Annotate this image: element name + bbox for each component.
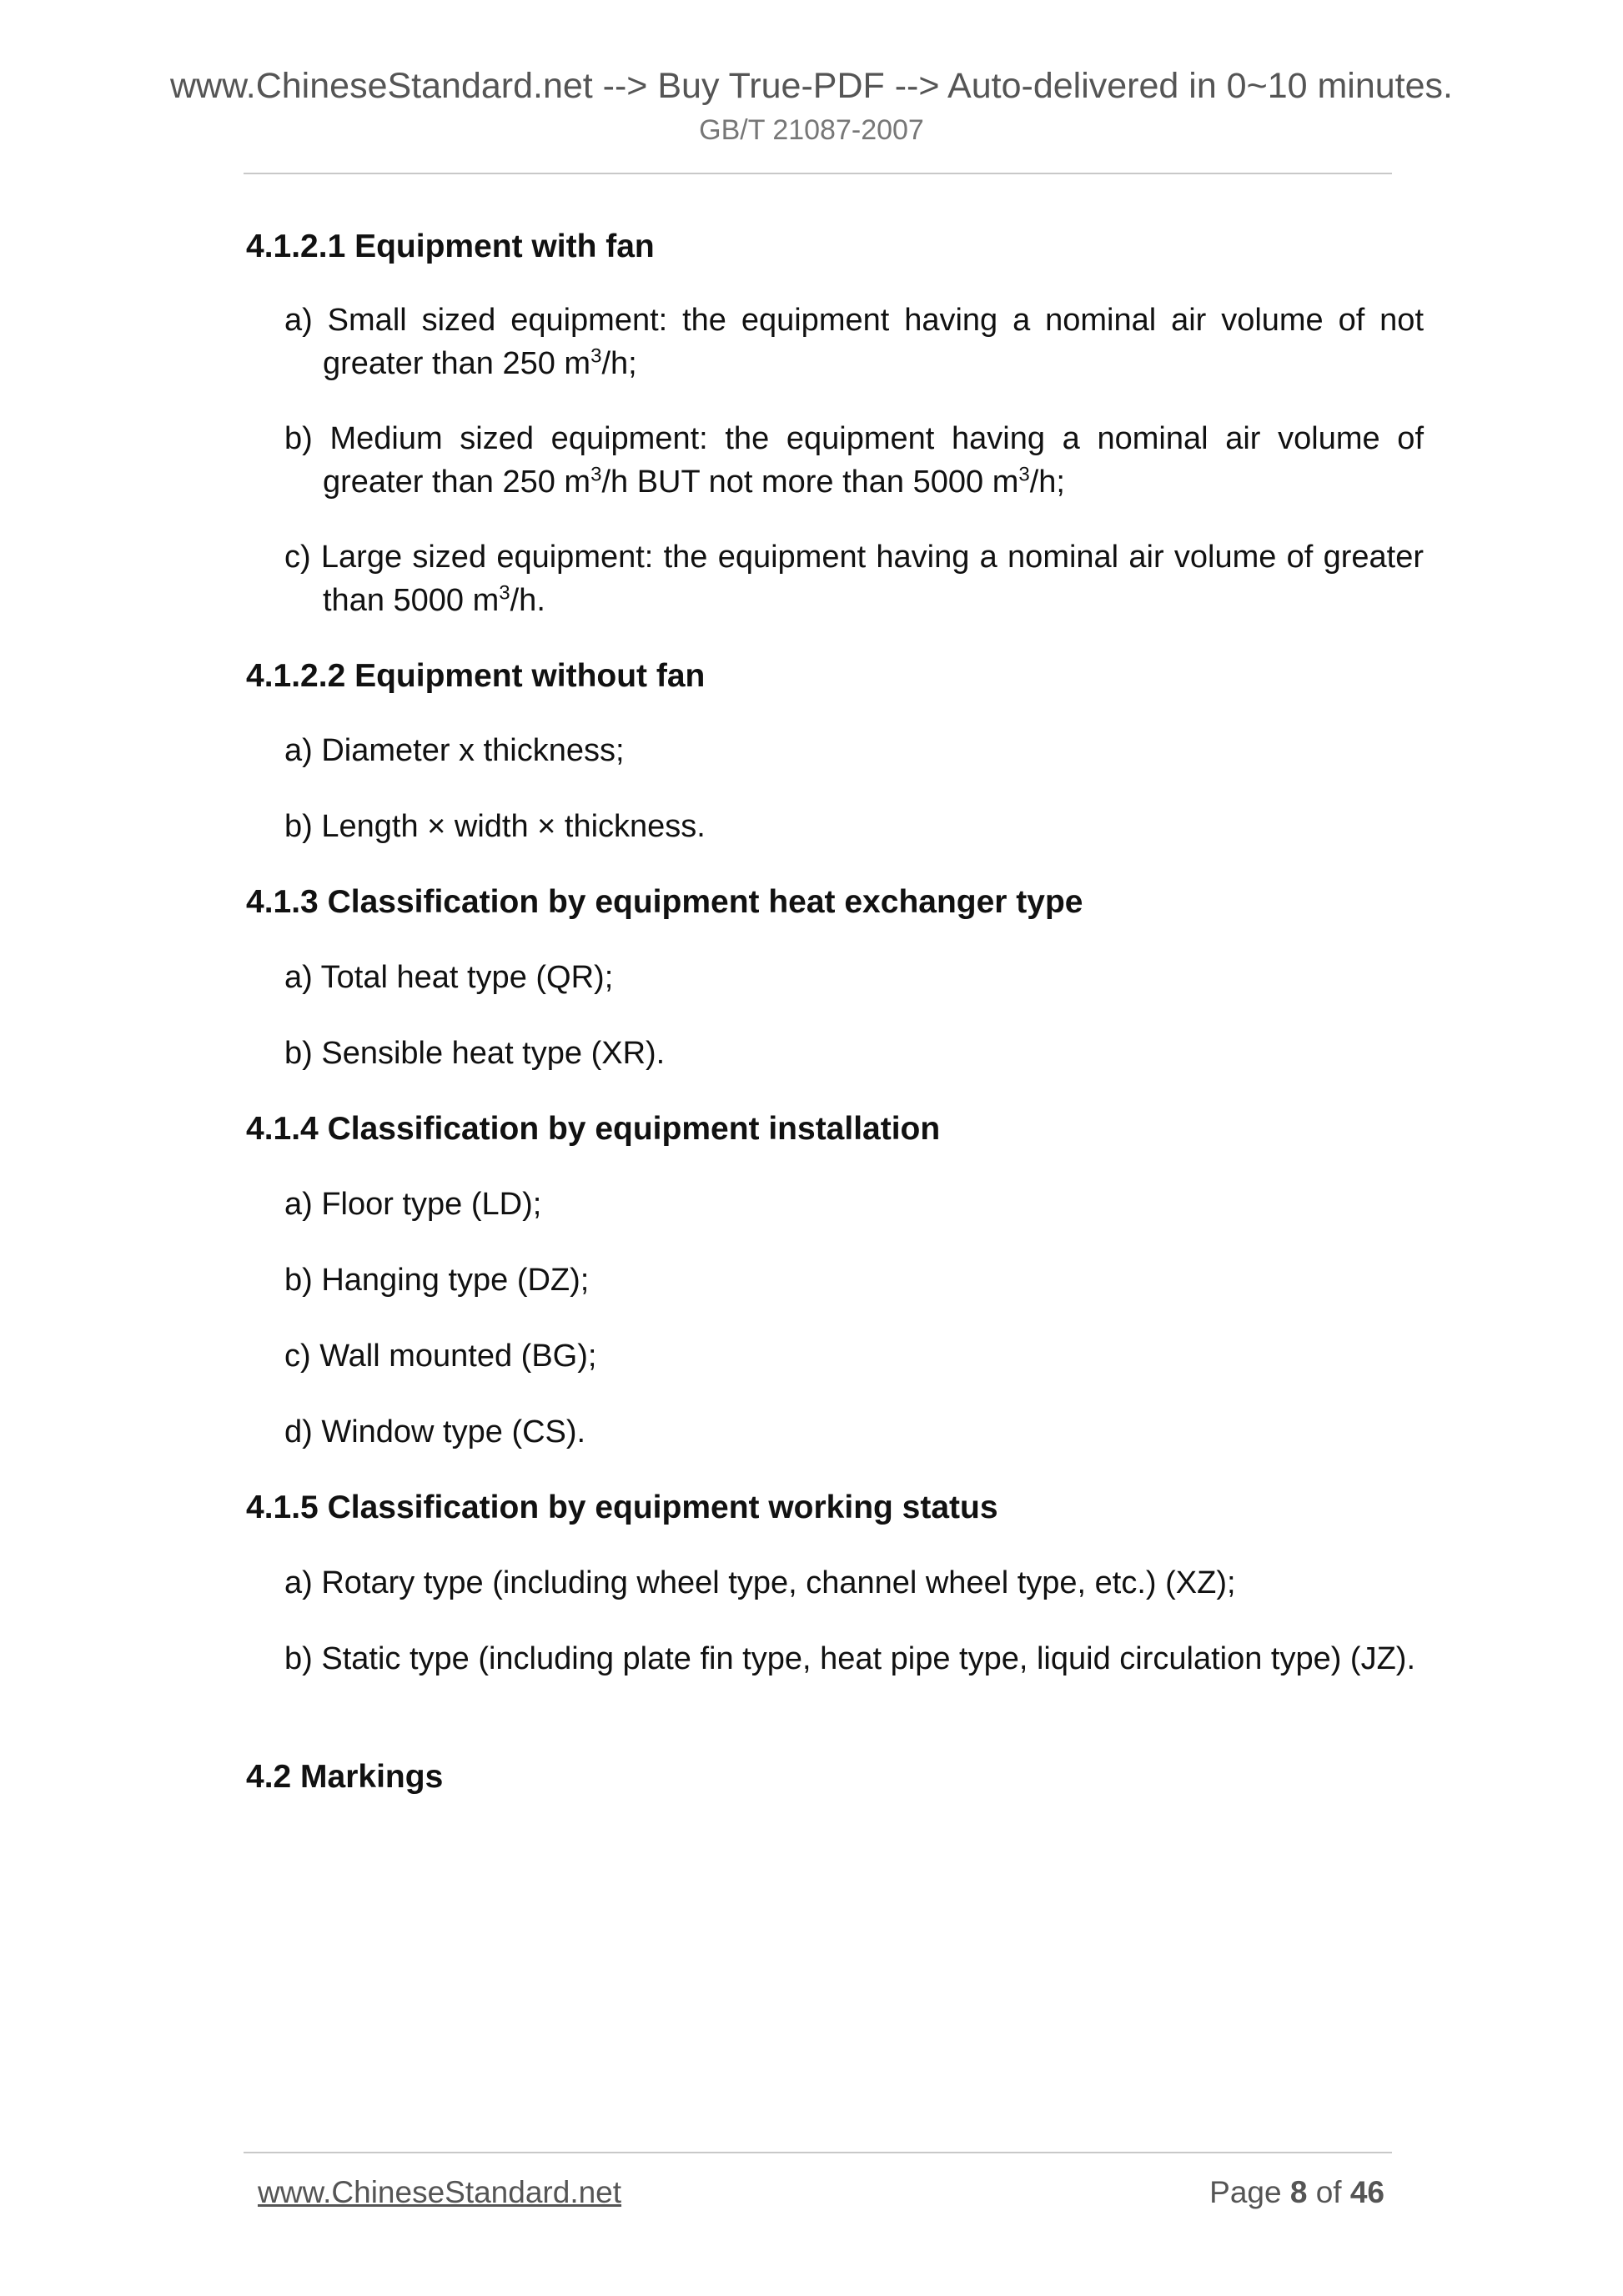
standard-code: GB/T 21087-2007 [699,114,924,146]
footer-divider [244,2152,1392,2153]
list-item-static-type: b) Static type (including plate fin type, heat pipe type, liquid circulation type) (JZ). [284,1641,1416,1676]
current-page: 8 [1289,2175,1308,2209]
header-divider [244,173,1392,174]
list-item-small-equipment: a) Small sized equipment: the equipment having a nominal air volume of not greater than 250 $m^3/h$; [284,303,1424,381]
list-item-large-equipment: c) Large sized equipment: the equipment having a nominal air volume of greater than 5000 $m^3/h$. [284,540,1424,618]
list-item-wall-mounted: c) Wall mounted (BG); [284,1339,597,1374]
total-pages: 46 [1349,2175,1384,2209]
section-heading-4-1-5: 4.1.5 Classification by equipment working status [246,1490,998,1525]
list-item-floor-type: a) Floor type (LD); [284,1187,542,1222]
page-number: Page 8 of 46 [1209,2175,1384,2209]
footer-website-link[interactable]: www.ChineseStandard.net [258,2175,622,2209]
section-heading-4-1-2-2: 4.1.2.2 Equipment without fan [246,658,706,694]
section-heading-4-2: 4.2 Markings [246,1759,444,1795]
page-header [0,65,1623,147]
header-promo-text: www.ChineseStandard.net --> Buy True-PDF --> Auto-delivered in 0~10 minutes. [169,66,1453,106]
list-item-hanging-type: b) Hanging type (DZ); [284,1263,590,1298]
list-item-length-width-thickness: b) Length × width × thickness. [284,809,706,844]
list-item-medium-equipment: b) Medium sized equipment: the equipment having a nominal air volume of greater than 250 $m^3/h$ BUT not more than 5000 $m^3/h$; [284,421,1424,500]
page-footer [0,2173,1623,2214]
list-item-diameter-thickness: a) Diameter x thickness; [284,733,625,768]
list-item-total-heat: a) Total heat type (QR); [284,960,614,995]
list-item-sensible-heat: b) Sensible heat type (XR). [284,1036,666,1071]
section-heading-4-1-3: 4.1.3 Classification by equipment heat exchanger type [246,884,1083,920]
list-item-rotary-type: a) Rotary type (including wheel type, channel wheel type, etc.) (XZ); [284,1565,1236,1600]
section-heading-4-1-4: 4.1.4 Classification by equipment installation [246,1111,941,1147]
list-item-window-type: d) Window type (CS). [284,1414,586,1449]
section-heading-4-1-2-1: 4.1.2.1 Equipment with fan [246,229,655,264]
